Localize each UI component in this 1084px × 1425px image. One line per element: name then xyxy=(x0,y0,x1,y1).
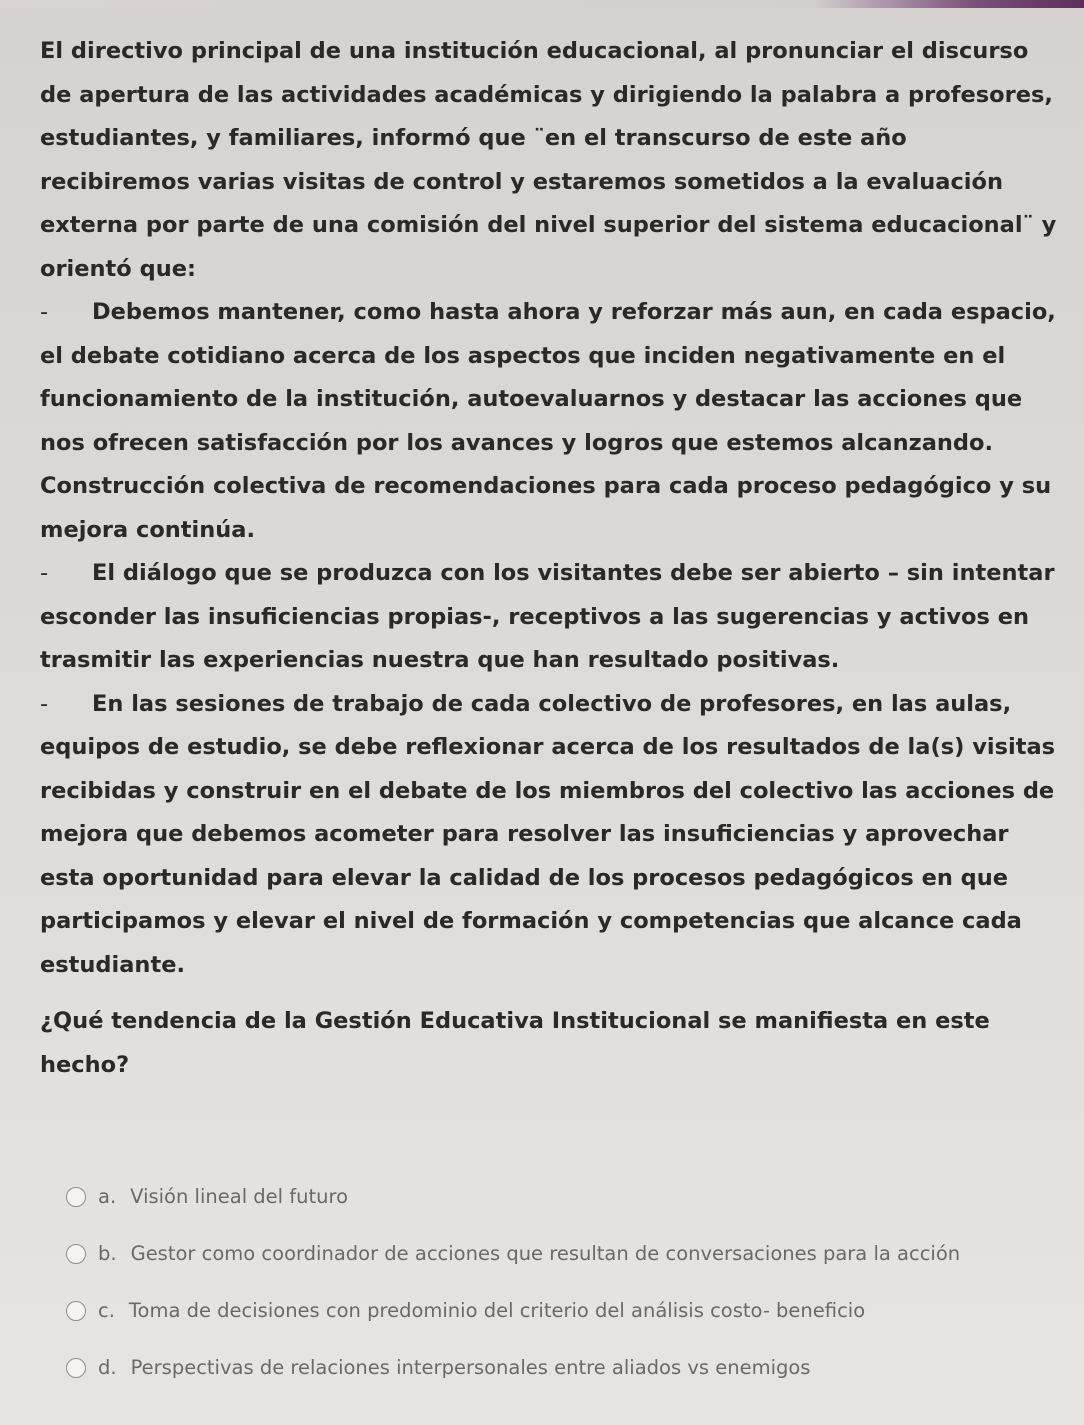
option-b-text: Gestor como coordinador de acciones que resultan de conversaciones para la acción xyxy=(130,1242,961,1265)
radio-button-c[interactable] xyxy=(66,1301,86,1321)
option-a[interactable] xyxy=(66,1168,1046,1225)
option-a-text: Visión lineal del futuro xyxy=(130,1185,349,1208)
question-bullet-1 xyxy=(40,291,1060,552)
option-c-letter: c. xyxy=(98,1299,115,1322)
radio-button-b[interactable] xyxy=(66,1244,86,1264)
bullet-1-text: Debemos mantener, como hasta ahora y reforzar más aun, en cada espacio, el debate cotidiano acerca de los aspectos que inciden negativamente en el funcionamiento de la institución, autoevaluarnos y destacar las acciones que nos ofrecen satisfacción por los avances y logros que estemos alcanzando. Construcción colectiva de recomendaciones para cada proceso pedagógico y su mejora continúa. xyxy=(40,299,1056,543)
question-prompt: ¿Qué tendencia de la Gestión Educativa Institucional se manifiesta en este hecho? xyxy=(40,1008,990,1078)
radio-button-d[interactable] xyxy=(66,1358,86,1378)
question-text xyxy=(40,30,1060,1087)
bullet-3-text: En las sesiones de trabajo de cada colectivo de profesores, en las aulas, equipos de estudio, se debe reflexionar acerca de los resultados de la(s) visitas recibidas y construir en el debate de los miembros del colectivo las acciones de mejora que debemos acometer para resolver las insuficiencias y aprovechar esta oportunidad para elevar la calidad de los procesos pedagógicos en que participamos y elevar el nivel de formación y competencias que alcance cada estudiante. xyxy=(40,690,1056,978)
option-d[interactable] xyxy=(66,1339,1046,1396)
option-b[interactable] xyxy=(66,1225,1046,1282)
answer-options xyxy=(66,1168,1046,1396)
top-header-strip xyxy=(0,0,1084,8)
option-d-letter: d. xyxy=(98,1356,117,1379)
option-c[interactable] xyxy=(66,1282,1046,1339)
question-intro: El directivo principal de una institución educacional, al pronunciar el discurso de apertura de las actividades académicas y dirigiendo la palabra a profesores, estudiantes, y familiares, informó que ¨en el transcurso de este año recibiremos varias visitas de control y estaremos sometidos a la evaluación externa por parte de una comisión del nivel superior del sistema educacional¨ y orientó que: xyxy=(40,38,1057,282)
question-bullet-3 xyxy=(40,683,1060,988)
option-d-text: Perspectivas de relaciones interpersonales entre aliados vs enemigos xyxy=(130,1356,811,1379)
option-c-text: Toma de decisiones con predominio del criterio del análisis costo- beneficio xyxy=(128,1299,866,1322)
option-b-letter: b. xyxy=(98,1242,117,1265)
bullet-2-text: El diálogo que se produzca con los visitantes debe ser abierto – sin intentar esconder las insuficiencias propias-, receptivos a las sugerencias y activos en trasmitir las experiencias nuestra que han resultado positivas. xyxy=(40,560,1055,673)
option-a-letter: a. xyxy=(98,1185,117,1208)
radio-button-a[interactable] xyxy=(66,1187,86,1207)
question-bullet-2 xyxy=(40,552,1060,683)
